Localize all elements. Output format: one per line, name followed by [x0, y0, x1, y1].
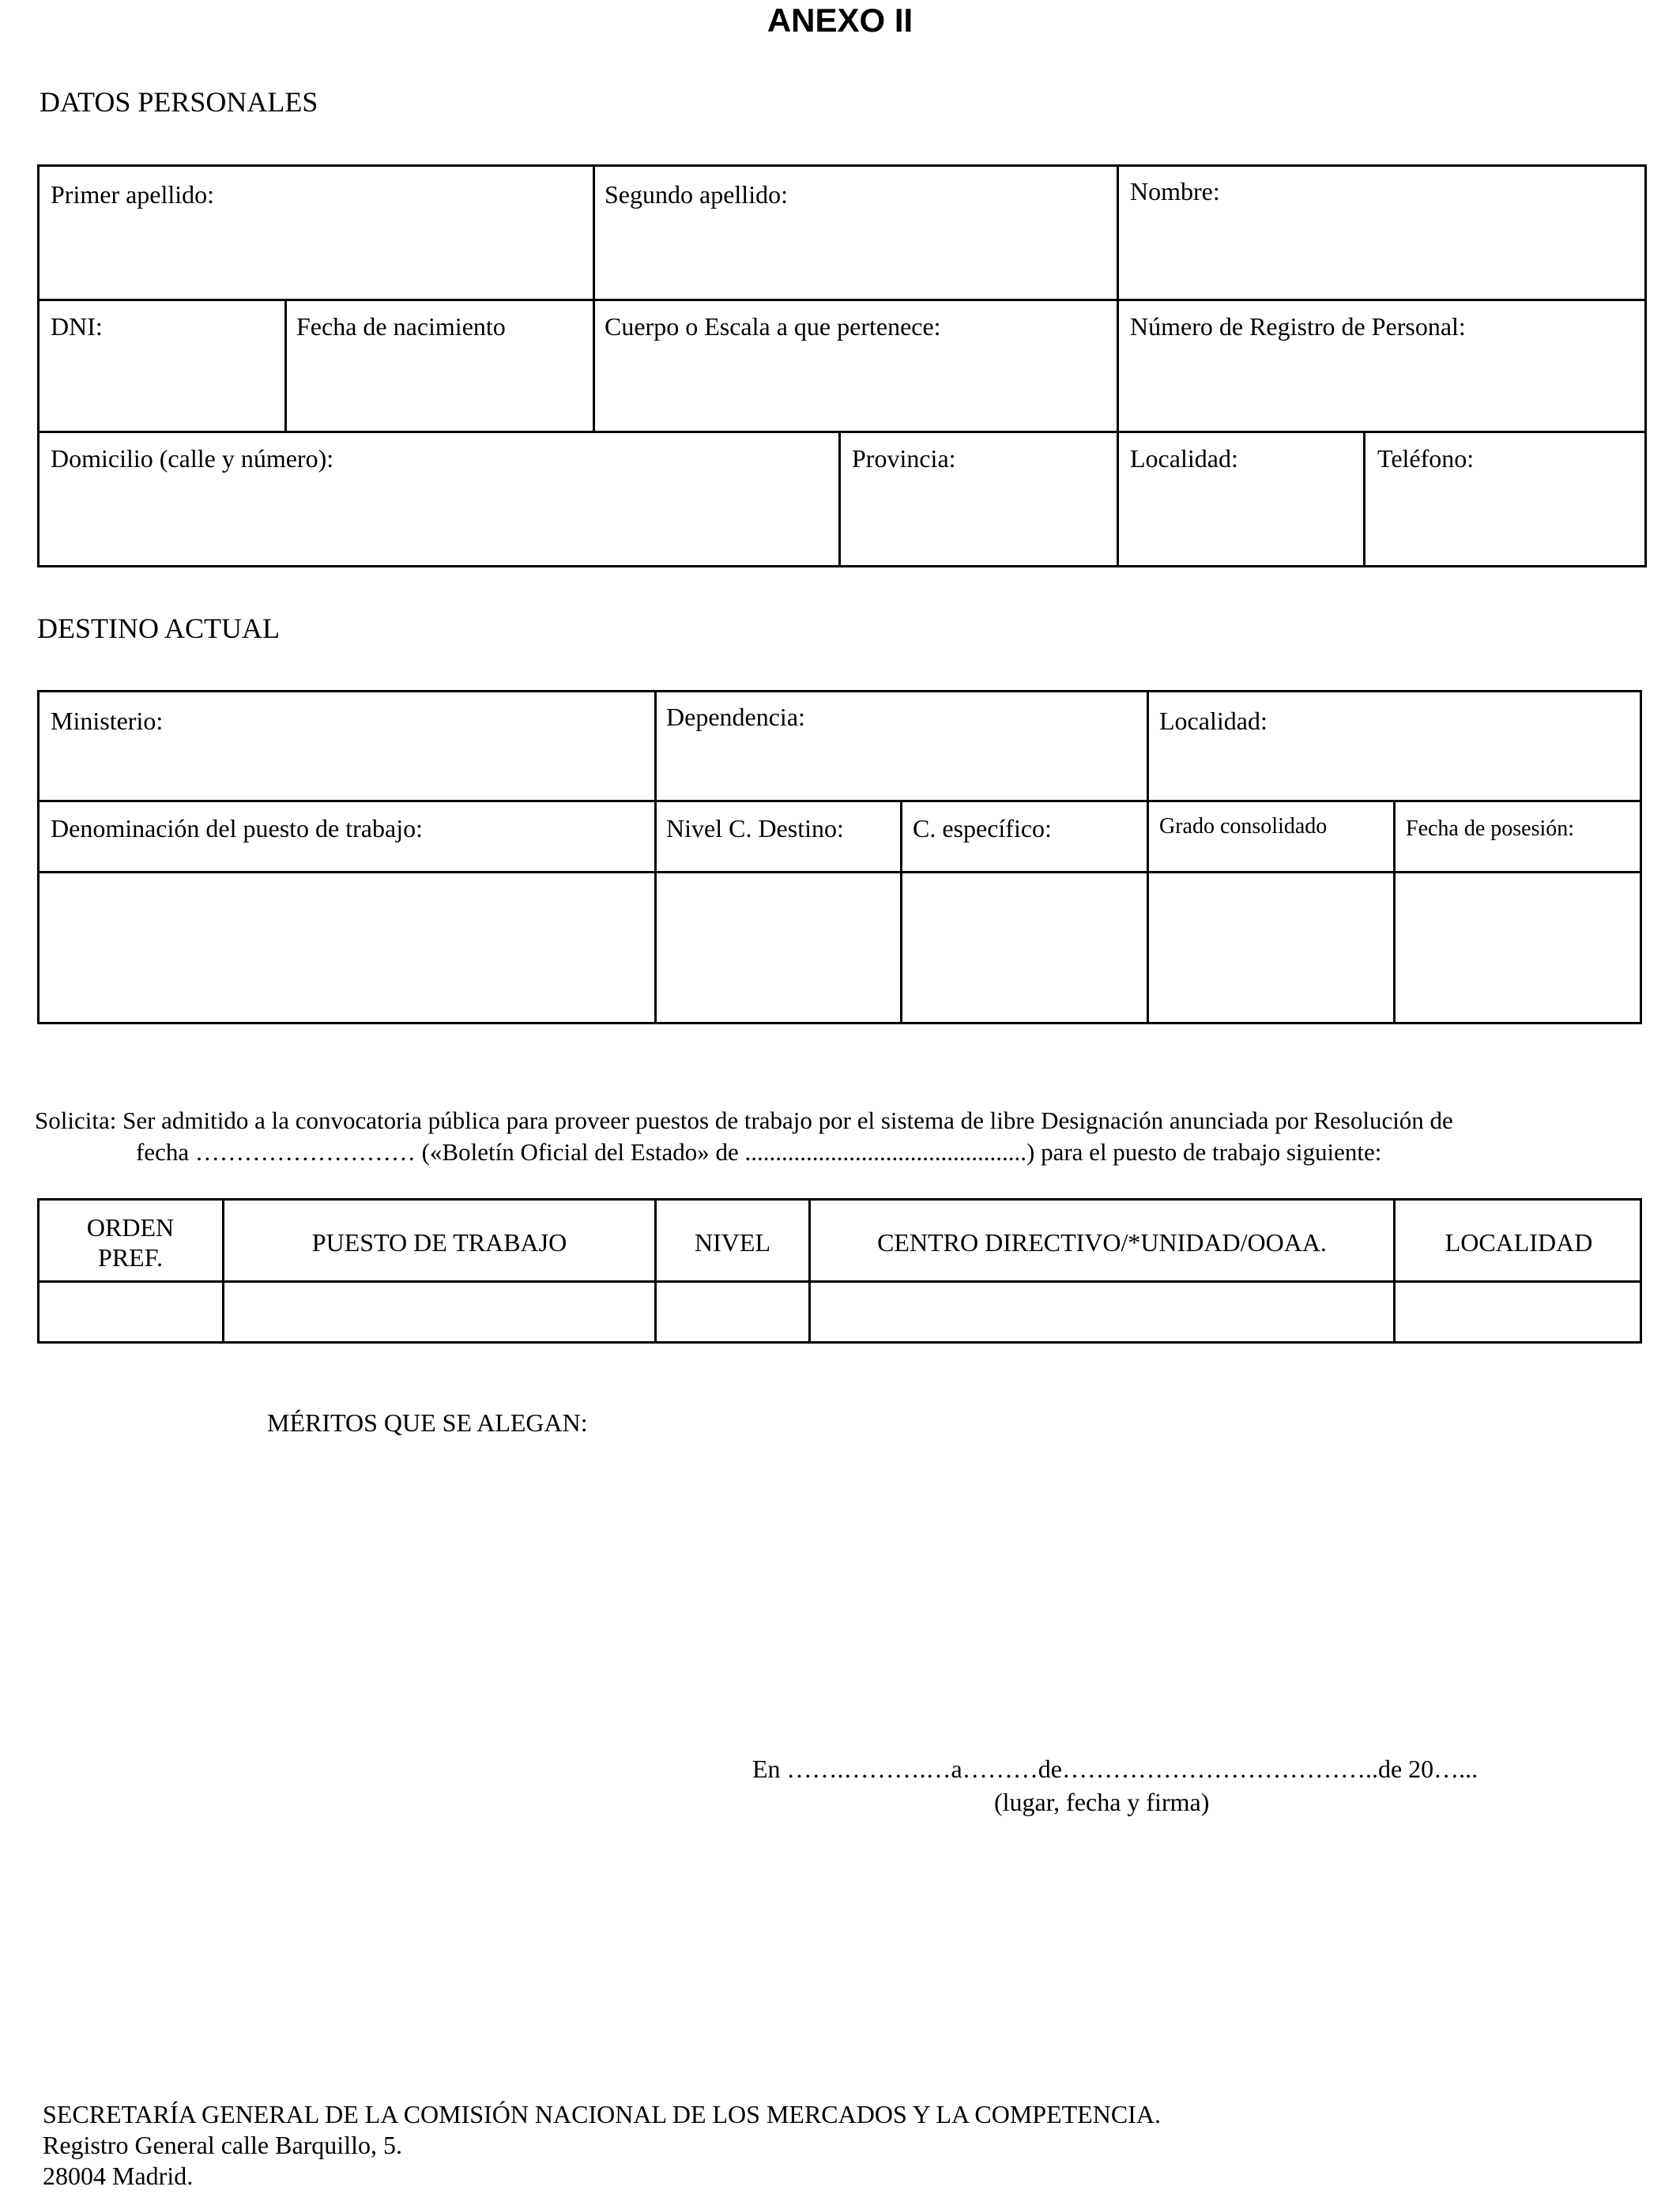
row-divider	[37, 871, 1642, 873]
nivel-destino-field[interactable]: Nivel C. Destino:	[666, 814, 844, 843]
firma-caption: (lugar, fecha y firma)	[994, 1788, 1210, 1816]
solicita-line-2: fecha ……………………… («Boletín Oficial del Estado» de ..............................................) para el puesto de trabajo siguiente:	[136, 1138, 1382, 1166]
footer-line-2: Registro General calle Barquillo, 5.	[43, 2131, 402, 2159]
segundo-apellido-field[interactable]: Segundo apellido:	[605, 180, 788, 209]
solicita-line-1: Solicita: Ser admitido a la convocatoria pública para proveer puestos de trabajo por el sistema de libre Designación anunciada por Resolución de	[35, 1106, 1453, 1134]
page-title: ANEXO II	[767, 2, 913, 39]
datos-personales-border	[37, 164, 1647, 567]
col-divider	[654, 690, 657, 1024]
telefono-field[interactable]: Teléfono:	[1377, 444, 1475, 473]
grado-consolidado-field[interactable]: Grado consolidado	[1159, 814, 1328, 839]
row-divider	[37, 431, 1647, 433]
nombre-field[interactable]: Nombre:	[1130, 177, 1220, 205]
localidad-input[interactable]	[1396, 1283, 1640, 1341]
col-divider	[1147, 690, 1149, 1024]
col-divider	[1117, 431, 1119, 567]
provincia-field[interactable]: Provincia:	[852, 444, 956, 473]
row-divider	[37, 800, 1642, 802]
destino-actual-heading: DESTINO ACTUAL	[37, 613, 280, 644]
header-nivel: NIVEL	[695, 1228, 770, 1257]
col-divider	[284, 299, 287, 431]
col-divider	[1393, 800, 1396, 1024]
domicilio-field[interactable]: Domicilio (calle y número):	[51, 444, 334, 473]
datos-personales-heading: DATOS PERSONALES	[40, 86, 318, 118]
col-divider	[593, 299, 595, 431]
fecha-nacimiento-field[interactable]: Fecha de nacimiento	[296, 312, 506, 341]
localidad-field[interactable]: Localidad:	[1130, 444, 1238, 473]
primer-apellido-field[interactable]: Primer apellido:	[51, 180, 215, 209]
destino-localidad-field[interactable]: Localidad:	[1159, 707, 1268, 735]
numero-registro-field[interactable]: Número de Registro de Personal:	[1130, 312, 1466, 341]
col-divider	[900, 800, 902, 1024]
col-divider	[1117, 299, 1119, 431]
dni-field[interactable]: DNI:	[51, 312, 103, 341]
header-centro-directivo: CENTRO DIRECTIVO/*UNIDAD/OOAA.	[877, 1228, 1327, 1257]
nivel-input[interactable]	[657, 1283, 808, 1341]
centro-directivo-input[interactable]	[811, 1283, 1393, 1341]
meritos-heading: MÉRITOS QUE SE ALEGAN:	[267, 1408, 588, 1437]
footer-line-1: SECRETARÍA GENERAL DE LA COMISIÓN NACIONAL DE LOS MERCADOS Y LA COMPETENCIA.	[43, 2100, 1161, 2128]
footer-line-3: 28004 Madrid.	[43, 2162, 194, 2190]
ministerio-field[interactable]: Ministerio:	[51, 707, 164, 735]
destino-actual-border	[37, 690, 1642, 1024]
c-especifico-field[interactable]: C. específico:	[913, 814, 1052, 843]
header-localidad: LOCALIDAD	[1445, 1228, 1593, 1257]
row-divider	[37, 299, 1647, 301]
denominacion-puesto-field[interactable]: Denominación del puesto de trabajo:	[51, 814, 423, 843]
col-divider	[838, 431, 841, 567]
header-puesto-trabajo: PUESTO DE TRABAJO	[311, 1228, 567, 1257]
col-divider	[1363, 431, 1365, 567]
cuerpo-escala-field[interactable]: Cuerpo o Escala a que pertenece:	[605, 312, 941, 341]
orden-pref-input[interactable]	[40, 1283, 222, 1341]
firma-line[interactable]: En …….……….…a………de………………………………..de 20…...	[752, 1755, 1478, 1783]
puesto-trabajo-input[interactable]	[224, 1283, 654, 1341]
col-divider	[593, 164, 595, 299]
dependencia-field[interactable]: Dependencia:	[666, 703, 805, 731]
col-divider	[1117, 164, 1119, 299]
header-orden-pref: ORDEN PREF.	[86, 1213, 175, 1272]
fecha-posesion-field[interactable]: Fecha de posesión:	[1406, 816, 1575, 841]
